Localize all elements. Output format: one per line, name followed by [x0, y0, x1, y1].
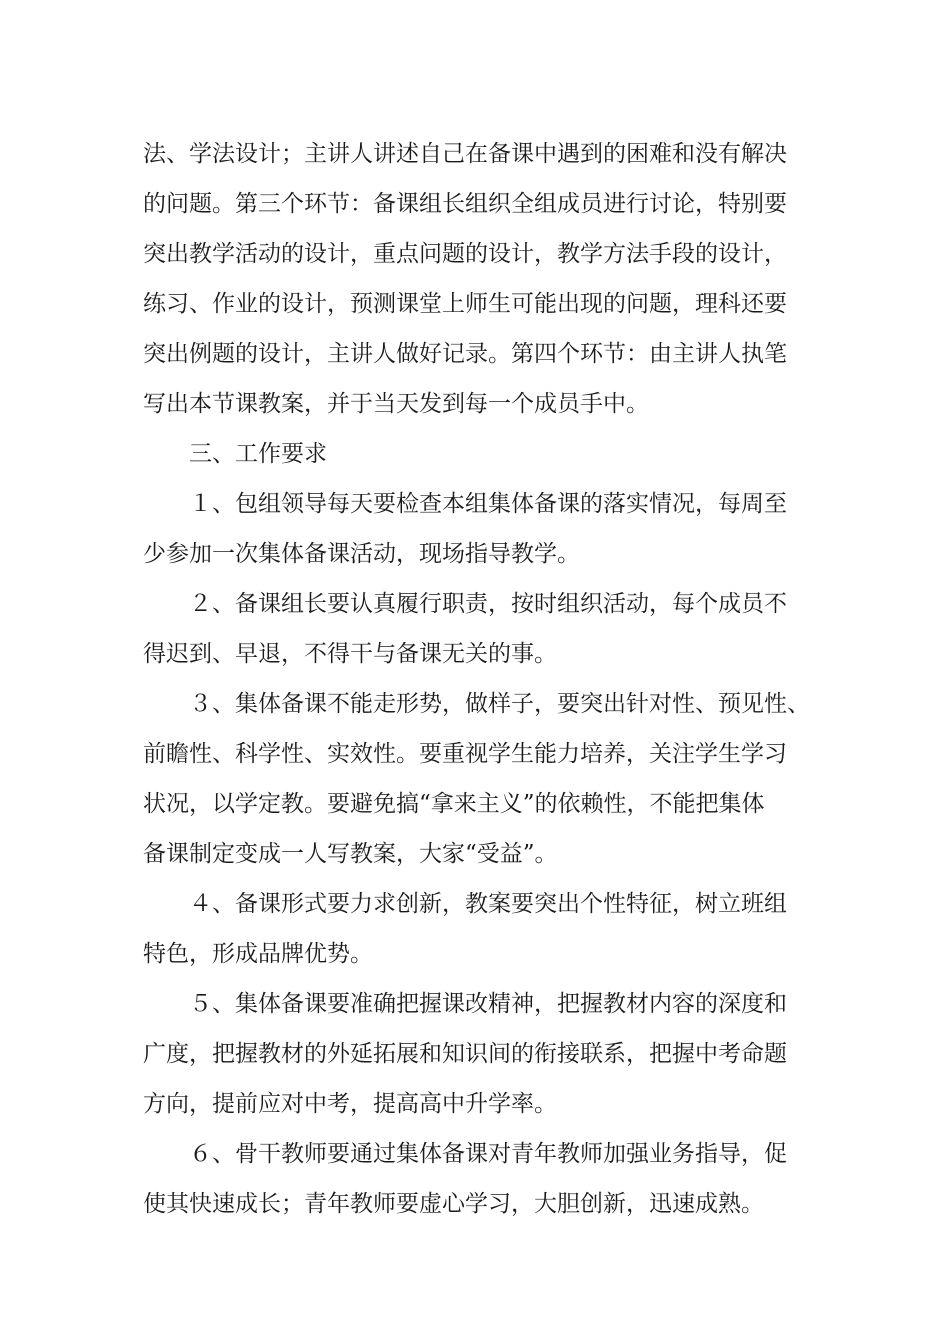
text-line: 练习、作业的设计，预测课堂上师生可能出现的问题，理科还要: [143, 291, 787, 317]
text-line: １、包组领导每天要检查本组集体备课的落实情况，每周至: [189, 491, 787, 517]
text-line: 得迟到、早退，不得干与备课无关的事。: [143, 641, 557, 667]
text-line: ６、骨干教师要通过集体备课对青年教师加强业务指导，促: [189, 1141, 787, 1167]
text-line: 使其快速成长；青年教师要虚心学习，大胆创新，迅速成熟。: [143, 1191, 764, 1217]
text-line: 写出本节课教案，并于当天发到每一个成员手中。: [143, 391, 649, 417]
text-line: ３、集体备课不能走形势，做样子，要突出针对性、预见性、: [189, 691, 810, 717]
text-line: 少参加一次集体备课活动，现场指导教学。: [143, 541, 580, 567]
text-line: ２、备课组长要认真履行职责，按时组织活动，每个成员不: [189, 591, 787, 617]
text-line: 的问题。第三个环节：备课组长组织全组成员进行讨论，特别要: [143, 191, 787, 217]
text-line: 前瞻性、科学性、实效性。要重视学生能力培养，关注学生学习: [143, 741, 787, 767]
text-line: 突出教学活动的设计，重点问题的设计，教学方法手段的设计，: [143, 241, 787, 267]
text-line: 广度，把握教材的外延拓展和知识间的衔接联系，把握中考命题: [143, 1041, 787, 1067]
document-body: [143, 129, 823, 1229]
text-line: 方向，提前应对中考，提高高中升学率。: [143, 1091, 557, 1117]
text-line: 特色，形成品牌优势。: [143, 941, 373, 967]
text-line: ４、备课形式要力求创新，教案要突出个性特征，树立班组: [189, 891, 787, 917]
section-heading: 三、工作要求: [189, 441, 327, 467]
text-line: 法、学法设计；主讲人讲述自己在备课中遇到的困难和没有解决: [143, 141, 787, 167]
text-line: 状况，以学定教。要避免搞“拿来主义”的依赖性，不能把集体: [143, 791, 765, 817]
text-line: 备课制定变成一人写教案，大家“受益”。: [143, 841, 558, 867]
text-line: ５、集体备课要准确把握课改精神，把握教材内容的深度和: [189, 991, 787, 1017]
text-line: 突出例题的设计，主讲人做好记录。第四个环节：由主讲人执笔: [143, 341, 787, 367]
